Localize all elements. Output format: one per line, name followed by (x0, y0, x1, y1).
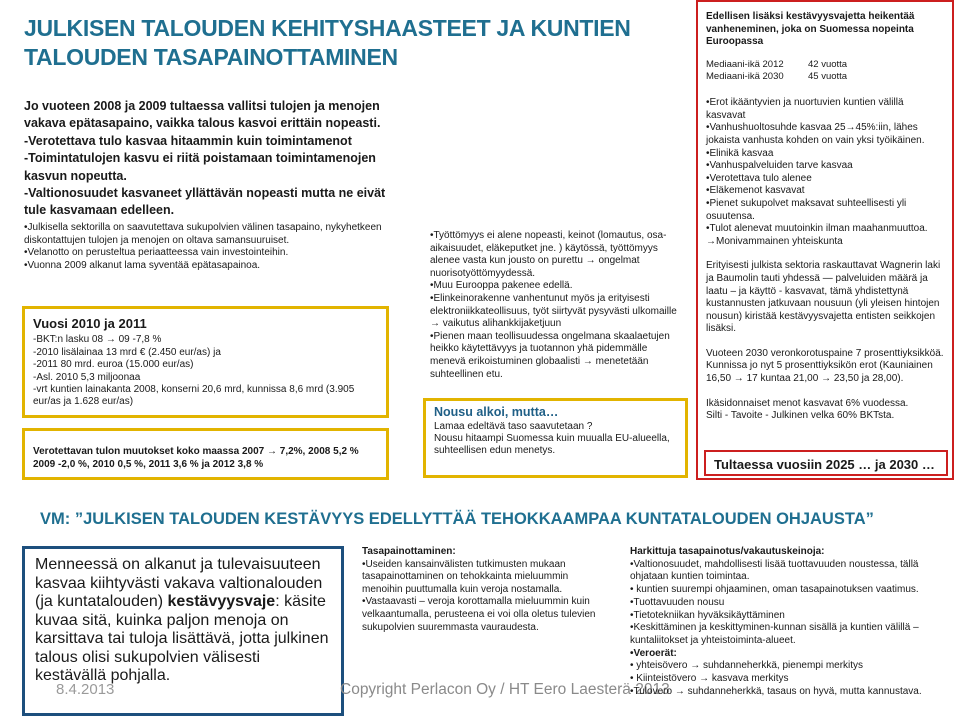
list-item: •Vastaavasti – veroja korottamalla mieluummin kuin velkaantumalla, perusteena ei voi olla oletus tulevien sukupolvien suuremmasta vauraudesta. (362, 596, 596, 633)
median-label: Mediaani-ikä 2030 (706, 70, 784, 82)
tulta-box: Tultaessa vuosiin 2025 … ja 2030 … (704, 450, 948, 476)
veroerat-heading: •Veroerät: (630, 647, 677, 659)
nousu-box (423, 398, 688, 478)
nousu-line: Lamaa edeltävä taso saavutetaan ? (434, 421, 593, 432)
intro-text (24, 98, 389, 220)
list-item: →Monivammainen yhteiskunta (706, 235, 843, 247)
tulo-box: Verotettavan tulon muutokset koko maassa 2007 → 7,2%, 2008 5,2 % 2009 -2,0 %, 2010 0,5 %, 2011 3,6 % ja 2012 3,8 % (22, 428, 389, 480)
tasapainottaminen-section (362, 546, 610, 634)
right-paragraph: Silti - Tavoite - Julkinen velka 60% BKTsta. (706, 410, 895, 422)
list-item: •Julkisella sektorilla on saavutettava sukupolvien välinen tasapaino, nykyhetkeen diskontattujen tulojen ja menojen on oltava samansuuruiset. (24, 222, 382, 246)
vuosi-line: -2010 lisälainaa 13 mrd € (2.450 eur/as) ja (33, 346, 221, 358)
median-row (706, 71, 944, 83)
list-item: • kuntien suurempi ohjaaminen, oman tasapainotuksen vaatimus. (630, 584, 919, 596)
list-item: •Useiden kansainvälisten tutkimusten mukaan tasapainottaminen on tehokkainta mieluummin menoihin puuttumalla kuin veroja nostamalla. (362, 558, 569, 595)
menneessa-part: Menneessä on alkanut ja tulevaisuuteen kasvaa kiihtyvästi vakava valtionalouden (ja kuntatalouden) (35, 556, 323, 610)
nousu-line: Nousu hitaampi Suomessa kuin muualla EU-alueella, suhteellisen edun menetys. (434, 433, 670, 456)
footer-copyright: Copyright Perlacon Oy / HT Eero Laesterä 2013 (340, 681, 670, 698)
median-label: Mediaani-ikä 2012 (706, 58, 784, 70)
median-value: 42 vuotta (808, 58, 848, 70)
list-item: •Pienen maan teollisuudessa ongelmana skaalaetujen heikko käytettävyys ja tuotannon yhä pidemmälle menevä erikoistuminen globaalisti → menetetään suhteellinen etu. (430, 330, 670, 380)
vuosi-box (22, 306, 389, 418)
list-item: •Valtionosuudet, mahdollisesti lisää tuottavuuden noustessa, tällä ohjataan kuntien toimintaa. (630, 558, 919, 583)
intro-line: Jo vuoteen 2008 ja 2009 tultaessa vallitsi tulojen ja menojen vakava epätasapaino, vaikka talous kasvoi erittäin nopeasti. (24, 99, 381, 131)
title-line-2: TALOUDEN TASAPAINOTTAMINEN (24, 44, 398, 70)
list-item: •Muu Eurooppa pakenee edellä. (430, 280, 573, 292)
footer-date: 8.4.2013 (56, 681, 115, 698)
menneessa-part: : käsite kuvaa sitä, kuinka paljon menoja on karsittava tai tuloja lisättävä, jotta julkinen talous olisi sukupolvien välisesti kestävällä pohjalla. (35, 593, 329, 684)
small-bullet-list (24, 222, 396, 272)
vuosi-line: -Asl. 2010 5,3 miljoonaa (33, 371, 141, 383)
list-item: •Vuonna 2009 alkanut lama syventää epätasapainoa. (24, 259, 261, 271)
menneessa-bold: kestävyysvaje (167, 593, 276, 610)
vuosi-line: -2011 80 mrd. euroa (15.000 eur/as) (33, 359, 194, 371)
list-item: •Velanotto on perusteltua periaatteessa vain investointeihin. (24, 247, 289, 259)
vuosi-heading: Vuosi 2010 ja 2011 (33, 316, 147, 331)
list-item: • yhteisövero → suhdanneherkkä, pienempi merkitys (630, 660, 864, 672)
page-title (24, 14, 664, 72)
mid-bullet-list (430, 230, 682, 381)
list-item: •Työttömyys ei alene nopeasti, keinot (lomautus, osa-aikaisuudet, eläkeputket jne. ) käytössä, työttömyys alenee vasta kun jousto on purettu → ongelmat nuorisotyöttömyydessä. (430, 230, 667, 279)
list-item: • Kiinteistövero → kasvava merkitys (630, 673, 789, 685)
list-item: •Keskittäminen ja keskittyminen-kunnan sisällä ja kuntien välillä – kuntaliitokset ja yhteistoiminta-alueet. (630, 622, 919, 646)
vuosi-line: -BKT:n lasku 08 → 09 -7,8 % (33, 334, 162, 346)
intro-line: -Verotettava tulo kasvaa hitaammin kuin toimintamenot (24, 133, 352, 148)
right-heading: Edellisen lisäksi kestävyysvajetta heikentää vanheneminen, joka on Suomessa nopeinta Euroopassa (706, 11, 915, 48)
list-item: •Elinkeinorakenne vanhentunut myös ja erityisesti elektroniikkateollisuus, työt siirtyvät pysyvästi ulkomaille → vaikutus alihankkijaketjuun (430, 292, 677, 330)
list-item: •Verotettava tulo alenee (706, 172, 812, 184)
list-item: •Tietotekniikan hyväksikäyttäminen (630, 609, 785, 621)
title-line-1: JULKISEN TALOUDEN KEHITYSHAASTEET JA KUNTIEN (24, 15, 631, 41)
list-item: •Vanhushuoltosuhde kasvaa 25→45%:iin, lähes jokaista vanhusta kohden on vain yksi työikäinen. (706, 122, 925, 146)
vm-heading: VM: ”JULKISEN TALOUDEN KESTÄVYYS EDELLYTTÄÄ TEHOKKAAMPAA KUNTATALOUDEN OHJAUSTA” (40, 510, 874, 528)
right-paragraph: Ikäsidonnaiset menot kasvavat 6% vuodessa. (706, 397, 909, 409)
list-item: •Vanhuspalveluiden tarve kasvaa (706, 160, 853, 172)
list-item: •Tulot alenevat muutoinkin ilman maahanmuuttoa. (706, 223, 928, 235)
vuosi-line: -vrt kuntien lainakanta 2008, konserni 20,6 mrd, kunnissa 8,6 mrd (3.905 eur/as ja 1.628 eur/as) (33, 384, 355, 408)
nousu-heading: Nousu alkoi, mutta… (434, 405, 559, 419)
menneessa-text (35, 556, 333, 686)
intro-line: -Toimintatulojen kasvu ei riitä poistamaan toimintamenojen kasvun nopeutta. (24, 151, 376, 183)
right-box (696, 0, 954, 480)
harkittuja-section (630, 546, 930, 698)
right-paragraph: Erityisesti julkista sektoria raskauttavat Wagnerin laki ja Baumolin tauti yhdessä — palveluiden määrä ja laatu – ja käyttö - kasvavat, tämä yhdistettynä kustannusten jatkuvaan nousuun (yli yleisen hintojen nousun) kiristää kestävyysvajetta entisten seikkojen lisäksi. (706, 260, 941, 335)
tasapainottaminen-heading: Tasapainottaminen: (362, 546, 456, 557)
list-item: •Eläkemenot kasvavat (706, 185, 805, 197)
list-item: •Elinikä kasvaa (706, 147, 774, 159)
list-item: •Pienet sukupolvet maksavat suhteellisesti yli osuutensa. (706, 197, 907, 222)
harkittuja-heading: Harkittuja tasapainotus/vakautuskeinoja: (630, 546, 825, 557)
list-item: •Tuottavuuden nousu (630, 596, 725, 608)
median-value: 45 vuotta (808, 70, 848, 82)
median-row (706, 59, 944, 71)
list-item: •Erot ikääntyvien ja nuortuvien kuntien välillä kasvavat (706, 97, 904, 121)
intro-line: -Valtionosuudet kasvaneet yllättävän nopeasti mutta ne eivät tule kasvamaan edelleen. (24, 186, 386, 218)
list-item: •Tulovero → suhdanneherkkä, tasaus on hyvä, mutta kannustava. (630, 685, 922, 697)
right-paragraph: Vuoteen 2030 veronkorotuspaine 7 prosenttiyksikköä. Kunnissa jo nyt 5 prosenttiyksikön erot (Kauniainen 16,50 → 17 kuntaa 21,00 → 23,50 ja 28,00). (706, 347, 944, 385)
